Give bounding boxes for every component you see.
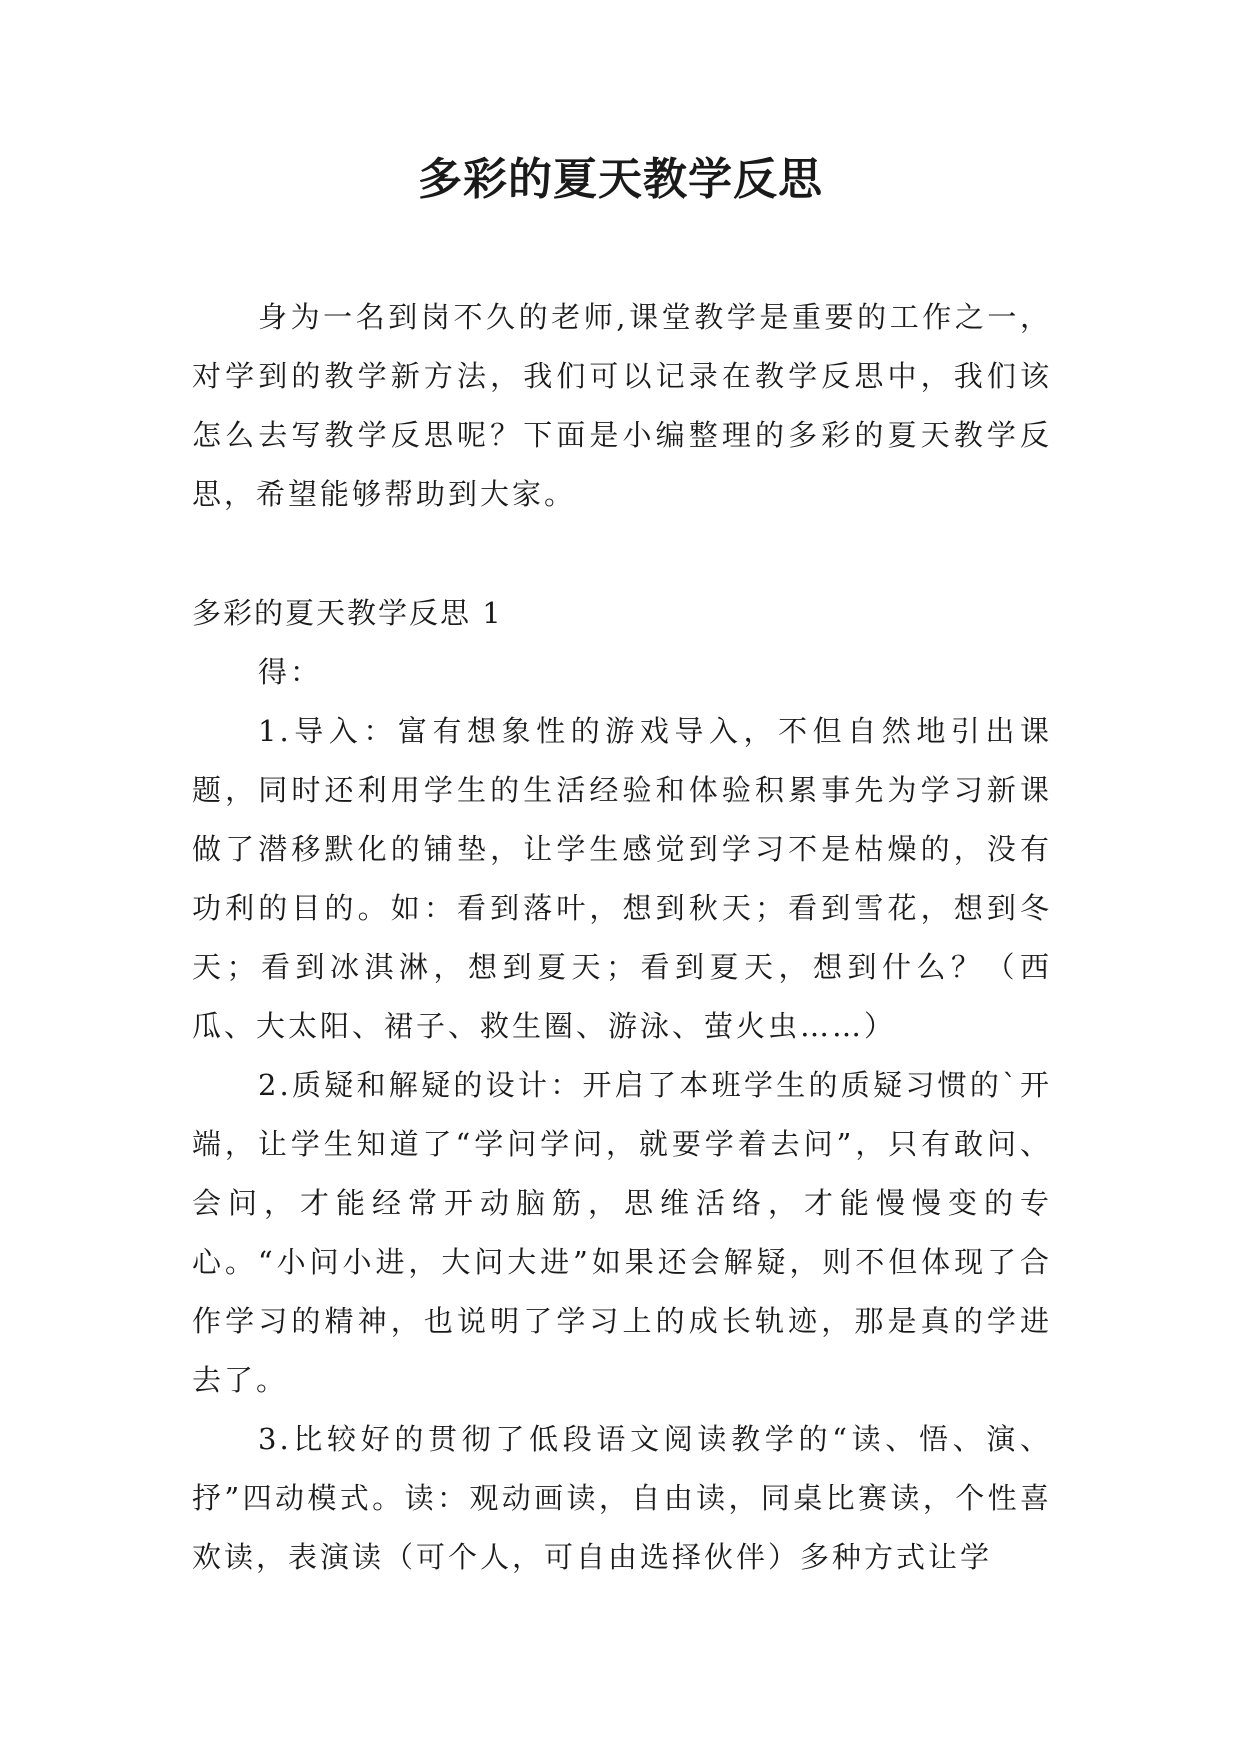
section-heading: 多彩的夏天教学反思 1 (192, 596, 503, 630)
intro-paragraph: 身为一名到岗不久的老师,课堂教学是重要的工作之一，对学到的教学新方法，我们可以记录在教学反思中，我们该怎么去写教学反思呢？下面是小编整理的多彩的夏天教学反思，希望能够帮助到大家。 (192, 300, 1052, 511)
point-1-paragraph: 1.导入：富有想象性的游戏导入，不但自然地引出课题，同时还利用学生的生活经验和体验积累事先为学习新课做了潜移默化的铺垫，让学生感觉到学习不是枯燥的，没有功利的目的。如：看到落叶，想到秋天；看到雪花，想到冬天；看到冰淇淋，想到夏天；看到夏天，想到什么？（西瓜、大太阳、裙子、救生圈、游泳、萤火虫……） (192, 714, 1052, 1043)
document-title: 多彩的夏天教学反思 (418, 154, 823, 205)
document-body (192, 288, 1052, 1587)
gain-label: 得： (258, 655, 323, 689)
point-2-paragraph: 2.质疑和解疑的设计：开启了本班学生的质疑习惯的`开端，让学生知道了“学问学问，就要学着去问”，只有敢问、会问，才能经常开动脑筋，思维活络，才能慢慢变的专心。“小问小进，大问大进”如果还会解疑，则不但体现了合作学习的精神，也说明了学习上的成长轨迹，那是真的学进去了。 (192, 1068, 1052, 1397)
point-3-paragraph: 3.比较好的贯彻了低段语文阅读教学的“读、悟、演、抒”四动模式。读：观动画读，自由读，同桌比赛读，个性喜欢读，表演读（可个人，可自由选择伙伴）多种方式让学 (192, 1422, 1052, 1574)
